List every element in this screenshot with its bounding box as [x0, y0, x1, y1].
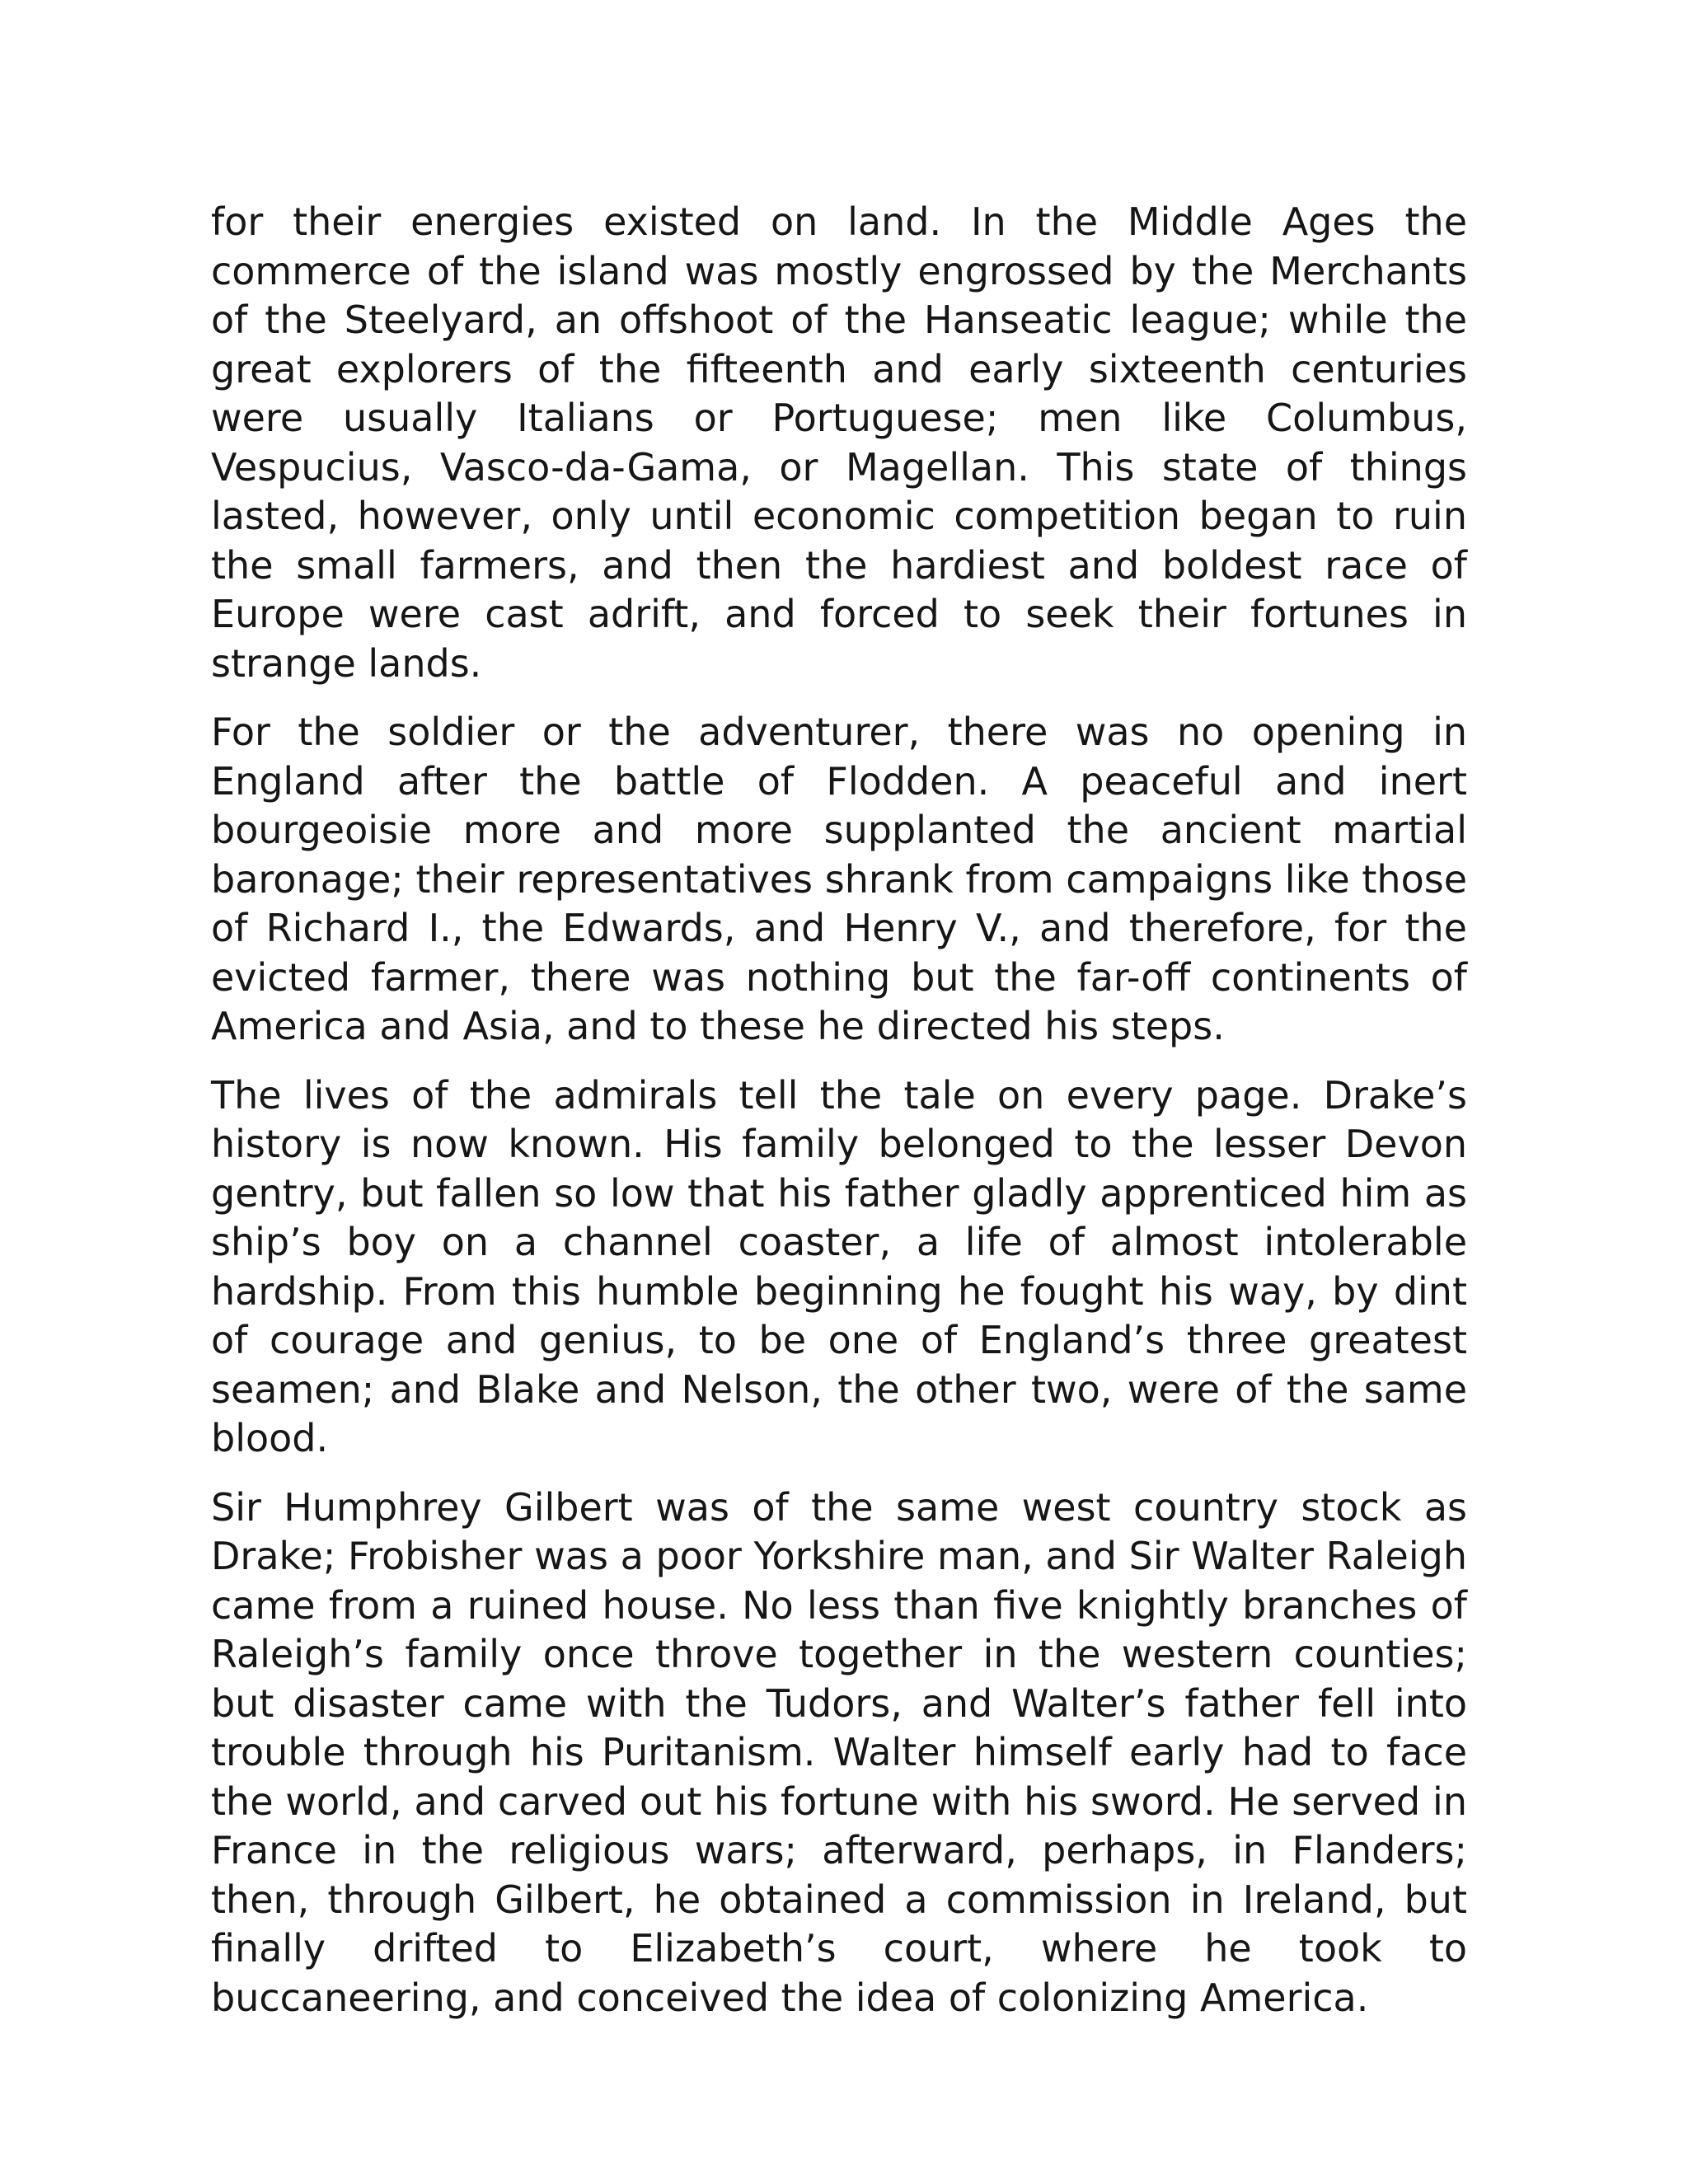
- paragraph-2: For the soldier or the adventurer, there was no opening in England after the battle of Flodden. A peaceful and inert bourgeoisie more and more supplanted the ancient martial baronage; their representatives shrank from campaigns like those of Richard I., the Edwards, and Henry V., and therefore, for the evicted farmer, there was nothing but the far-off continents of America and Asia, and to these he directed his steps.: [211, 710, 1467, 1048]
- paragraph-4: Sir Humphrey Gilbert was of the same west country stock as Drake; Frobisher was a poor Yorkshire man, and Sir Walter Raleigh came from a ruined house. No less than five knightly branches of Raleigh’s family once throve together in the western counties; but disaster came with the Tudors, and Walter’s father fell into trouble through his Puritanism. Walter himself early had to face the world, and carved out his fortune with his sword. He served in France in the religious wars; afterward, perhaps, in Flanders; then, through Gilbert, he obtained a commission in Ireland, but finally drifted to Elizabeth’s court, where he took to buccaneering, and conceived the idea of colonizing America.: [211, 1484, 1467, 2020]
- paragraph-3: The lives of the admirals tell the tale on every page. Drake’s history is now known. His family belonged to the lesser Devon gentry, but fallen so low that his father gladly apprenticed him as ship’s boy on a channel coaster, a life of almost intolerable hardship. From this humble beginning he fought his way, by dint of courage and genius, to be one of England’s three greatest seamen; and Blake and Nelson, the other two, were of the same blood.: [211, 1072, 1467, 1460]
- body-text: [211, 198, 1467, 2042]
- paragraph-1: for their energies existed on land. In the Middle Ages the commerce of the island was mostly engrossed by the Merchants of the Steelyard, an offshoot of the Hanseatic league; while the great explorers of the fifteenth and early sixteenth centuries were usually Italians or Portuguese; men like Columbus, Vespucius, Vasco-da-Gama, or Magellan. This state of things lasted, however, only until economic competition began to ruin the small farmers, and then the hardiest and boldest race of Europe were cast adrift, and forced to seek their fortunes in strange lands.: [211, 199, 1467, 686]
